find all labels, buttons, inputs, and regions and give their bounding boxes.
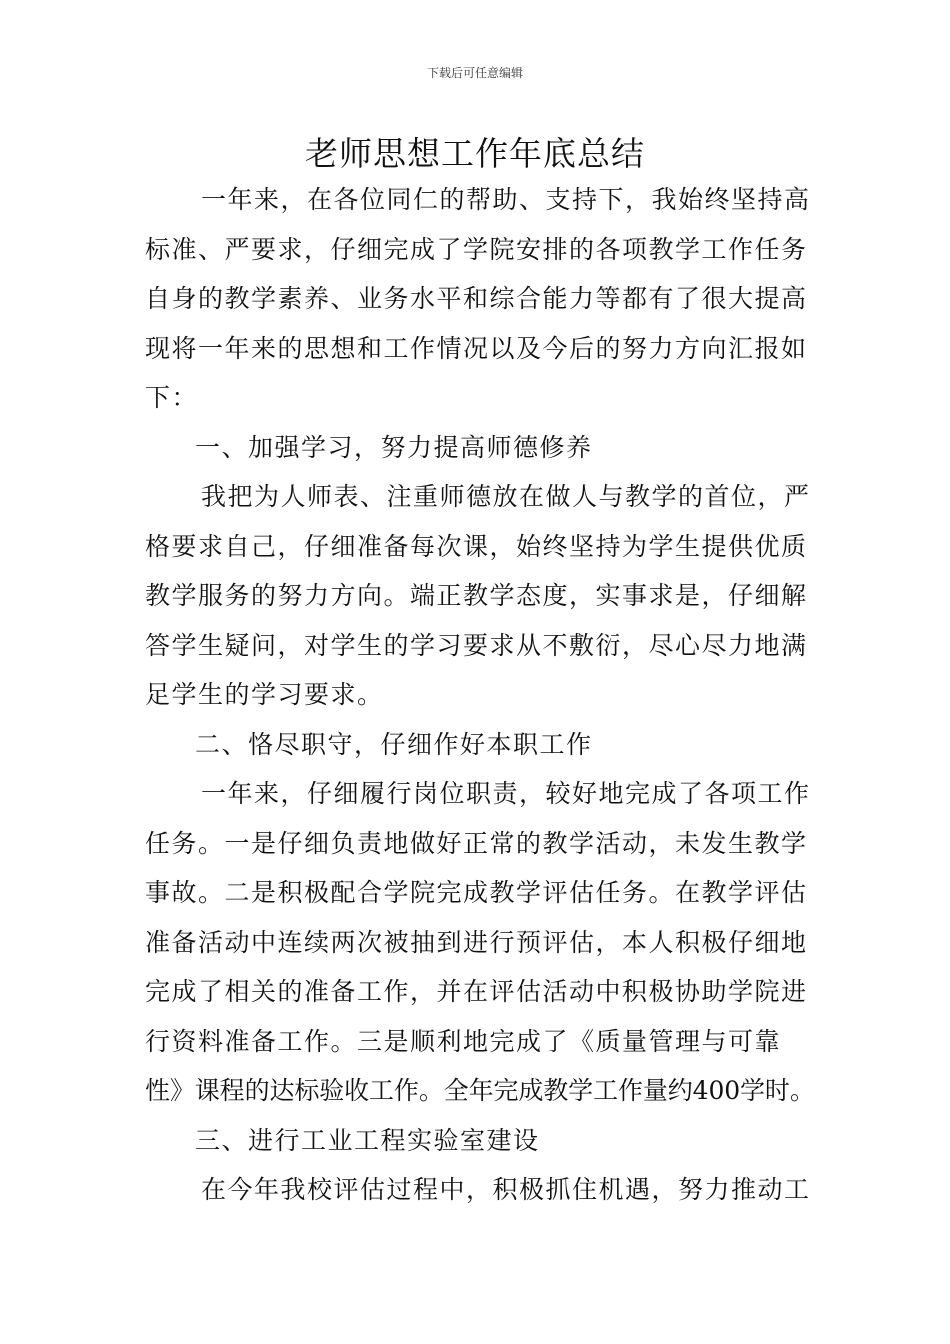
body-line: 答学生疑问，对学生的学习要求从不敷衍，尽心尽力地满: [145, 630, 808, 660]
body-line: 行资料准备工作。三是顺利地完成了《质量管理与可靠: [145, 1026, 782, 1056]
header-note: 下载后可任意编辑: [426, 66, 523, 80]
body-line: 教学服务的努力方向。端正教学态度，实事求是，仔细解: [145, 581, 808, 610]
body-line: 格要求自己，仔细准备每次课，始终坚持为学生提供优质: [145, 531, 808, 561]
body-line: 我把为人师表、注重师德放在做人与教学的首位，严: [201, 482, 811, 511]
body-line: 性》课程的达标验收工作。全年完成教学工作量约400学时。: [145, 1076, 815, 1105]
body-line: 完成了相关的准备工作，并在评估活动中积极协助学院进: [145, 977, 808, 1006]
body-line: 一年来，仔细履行岗位职责，较好地完成了各项工作: [201, 779, 811, 808]
body-line: 事故。二是积极配合学院完成教学评估任务。在教学评估: [145, 878, 808, 907]
body-line: 自身的教学素养、业务水平和综合能力等都有了很大提高: [145, 284, 808, 313]
body-line: 在今年我校评估过程中，积极抓住机遇，努力推动工: [201, 1175, 811, 1204]
document-body: [145, 175, 815, 1215]
document-title: 老师思想工作年底总结: [305, 134, 645, 173]
body-line: 下：: [145, 383, 199, 412]
body-line: 足学生的学习要求。: [145, 680, 384, 709]
body-line: 标准、严要求，仔细完成了学院安排的各项教学工作任务: [145, 234, 808, 264]
section-heading: 三、进行工业工程实验室建设: [195, 1125, 540, 1155]
body-line: 任务。一是仔细负责地做好正常的教学活动，未发生教学: [145, 828, 808, 858]
body-line: 一年来，在各位同仁的帮助、支持下，我始终坚持高: [201, 185, 811, 214]
body-line: 准备活动中连续两次被抽到进行预评估，本人积极仔细地: [145, 927, 808, 957]
body-line: 现将一年来的思想和工作情况以及今后的努力方向汇报如: [145, 333, 808, 363]
section-heading: 一、加强学习，努力提高师德修养: [195, 432, 593, 462]
section-heading: 二、恪尽职守，仔细作好本职工作: [195, 729, 593, 759]
